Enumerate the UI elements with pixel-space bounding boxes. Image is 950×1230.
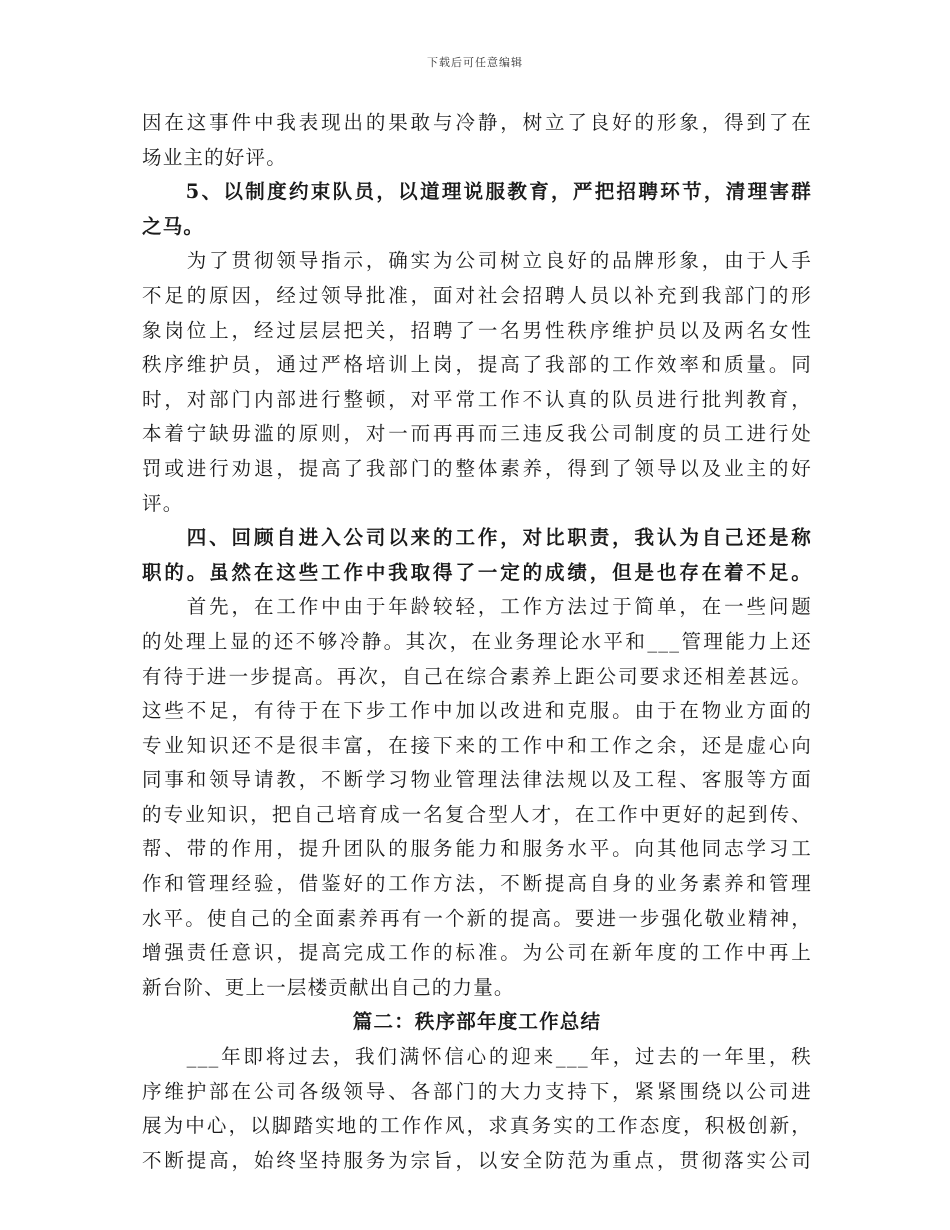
text-line: 首先，在工作中由于年龄较轻，工作方法过于简单，在一些问题 [142, 595, 812, 619]
text-line: 本着宁缺毋滥的原则，对一而再再而三违反我公司制度的员工进行处 [142, 422, 812, 446]
text-line: 5、以制度约束队员，以道理说服教育，严把招聘环节，清理害群 [142, 180, 812, 204]
text-line: 展为中心，以脚踏实地的工作作风，求真务实的工作态度，积极创新， [142, 1114, 812, 1138]
page-header: 下载后可任意编辑 [427, 56, 523, 69]
text-line: 因在这事件中我表现出的果敢与冷静，树立了良好的形象，得到了在 [142, 111, 812, 134]
text-line: 篇二：秩序部年度工作总结 [352, 1010, 602, 1034]
text-line: 序维护部在公司各级领导、各部门的大力支持下，紧紧围绕以公司进 [142, 1079, 812, 1103]
text-line: 罚或进行劝退，提高了我部门的整体素养，得到了领导以及业主的好 [142, 456, 812, 480]
text-line: 时，对部门内部进行整顿，对平常工作不认真的队员进行批判教育， [142, 387, 812, 411]
text-line: 不断提高，始终坚持服务为宗旨，以安全防范为重点，贯彻落实公司 [142, 1148, 812, 1172]
text-line: 帮、带的作用，提升团队的服务能力和服务水平。向其他同志学习工 [142, 837, 812, 861]
text-line: 增强责任意识，提高完成工作的标准。为公司在新年度的工作中再上 [142, 941, 812, 965]
text-line: 同事和领导请教，不断学习物业管理法律法规以及工程、客服等方面 [142, 768, 812, 792]
text-line: 职的。虽然在这些工作中我取得了一定的成绩，但是也存在着不足。 [142, 560, 812, 584]
text-line: 不足的原因，经过领导批准，面对社会招聘人员以补充到我部门的形 [142, 283, 812, 307]
text-line: 之马。 [142, 214, 205, 238]
text-line: 有待于进一步提高。再次，自己在综合素养上距公司要求还相差甚远。 [142, 664, 812, 688]
document-body [142, 106, 812, 1178]
text-line: 这些不足，有待于在下步工作中加以改进和克服。由于在物业方面的 [142, 699, 812, 723]
text-line: 作和管理经验，借鉴好的工作方法，不断提高自身的业务素养和管理 [142, 872, 812, 896]
text-line: 秩序维护员，通过严格培训上岗，提高了我部的工作效率和质量。同 [142, 353, 812, 377]
text-line: 的专业知识，把自己培育成一名复合型人才，在工作中更好的起到传、 [142, 802, 812, 826]
text-line: 专业知识还不是很丰富，在接下来的工作中和工作之余，还是虚心向 [142, 733, 812, 757]
text-line: 的处理上显的还不够冷静。其次，在业务理论水平和___管理能力上还 [142, 629, 812, 653]
text-line: 象岗位上，经过层层把关，招聘了一名男性秩序维护员以及两名女性 [142, 318, 812, 342]
text-line: 为了贯彻领导指示，确实为公司树立良好的品牌形象，由于人手 [142, 249, 812, 273]
text-line: 评。 [142, 491, 184, 515]
text-line: 水平。使自己的全面素养再有一个新的提高。要进一步强化敬业精神， [142, 906, 812, 930]
text-line: 场业主的好评。 [142, 145, 287, 169]
text-line: ___年即将过去，我们满怀信心的迎来___年，过去的一年里，秩 [142, 1045, 812, 1069]
text-line: 新台阶、更上一层楼贡献出自己的力量。 [142, 975, 515, 999]
text-line: 四、回顾自进入公司以来的工作，对比职责，我认为自己还是称 [142, 526, 812, 550]
